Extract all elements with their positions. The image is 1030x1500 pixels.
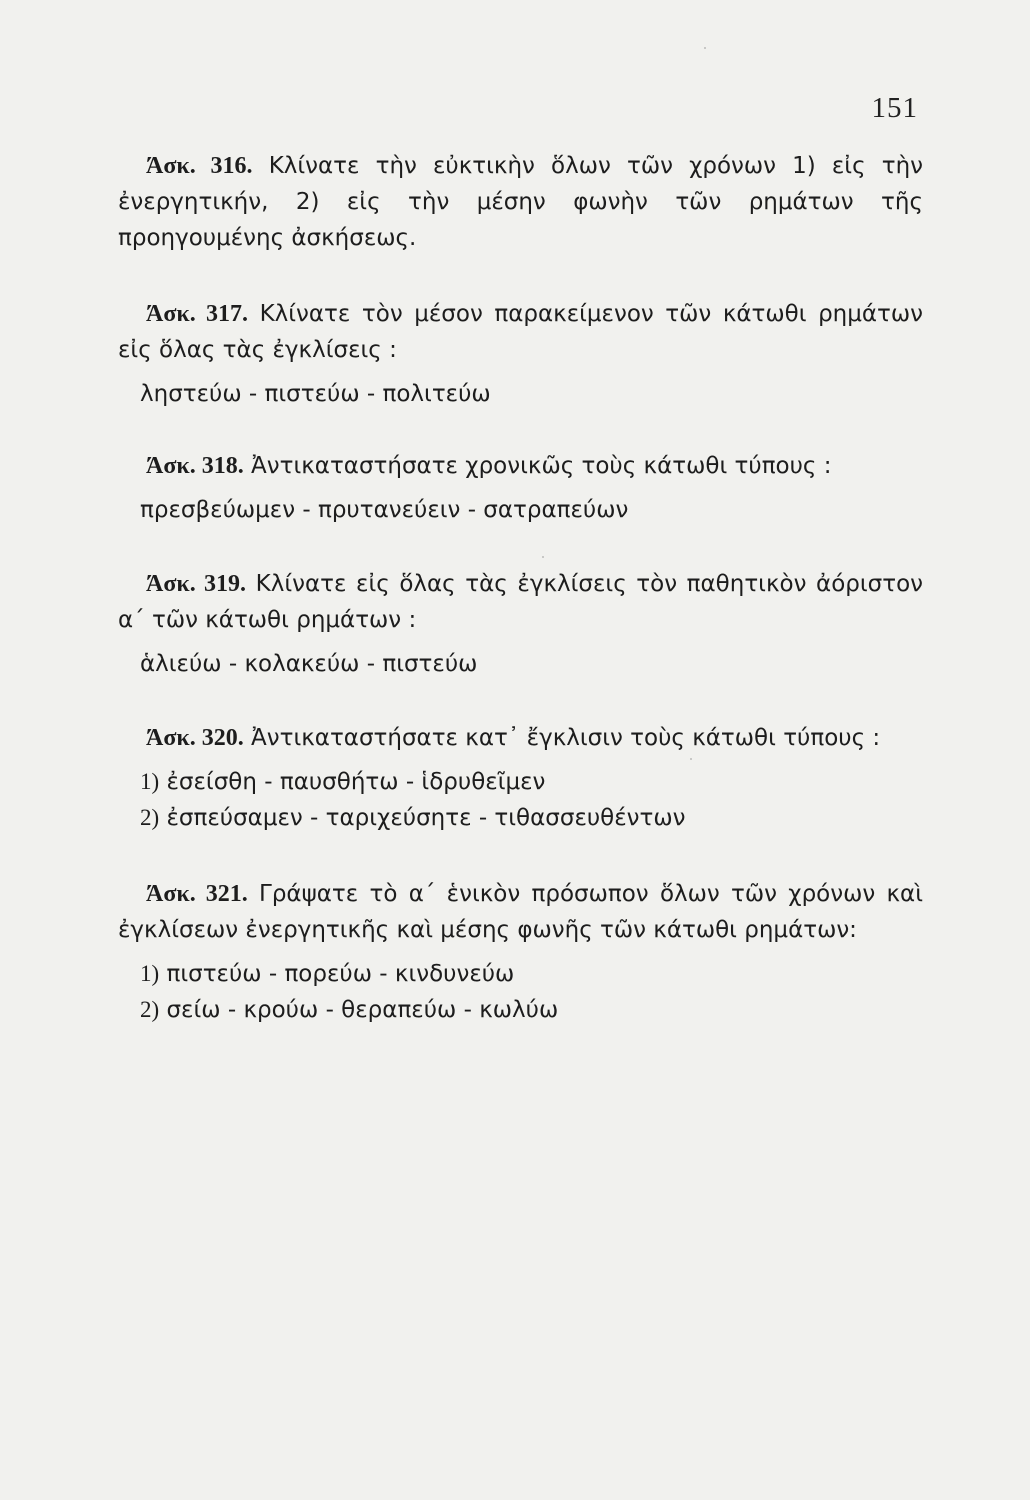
exercise-321-instruction	[118, 876, 923, 948]
item-number: 1)	[140, 961, 160, 986]
exercise-316-instruction	[118, 148, 923, 256]
exercise-321-text: Γράψατε τὸ α΄ ἑνικὸν πρόσωπον ὅλων τῶν χρόνων καὶ ἐγκλίσεων ἐνεργητικῆς καὶ μέσης φωνῆς τῶν κάτωθι ρημάτων:	[118, 881, 924, 943]
item-forms: ἐσπεύσαμεν - ταριχεύσητε - τιθασσευθέντων	[166, 805, 686, 831]
exercise-321-label: Άσκ. 321.	[146, 881, 248, 907]
exercise-318-text: Ἀντικαταστήσατε χρονικῶς τοὺς κάτωθι τύπους :	[251, 453, 832, 479]
exercise-320-label: Άσκ. 320.	[146, 725, 244, 751]
exercise-316-text: Κλίνατε τὴν εὐκτικὴν ὅλων τῶν χρόνων 1) εἰς τὴν ἐνεργητικήν, 2) εἰς τὴν μέσην φωνὴν τῶν ρημάτων τῆς προηγουμένης ἀσκήσεως.	[118, 153, 923, 251]
exercise-320-item-1	[118, 764, 923, 800]
paper-speck	[704, 47, 706, 49]
exercise-317	[118, 296, 923, 412]
exercise-321-item-2	[118, 992, 923, 1028]
exercise-316	[118, 148, 923, 256]
exercise-318	[118, 448, 923, 528]
exercise-318-label: Άσκ. 318.	[146, 453, 244, 479]
paper-speck	[588, 580, 590, 582]
exercise-320-text: Ἀντικαταστήσατε κατ᾿ ἔγκλισιν τοὺς κάτωθι τύπους :	[251, 725, 881, 751]
item-forms: ἐσείσθη - παυσθήτω - ἱδρυθεῖμεν	[166, 769, 546, 795]
exercise-316-label: Άσκ. 316.	[146, 153, 253, 179]
exercise-319-verbs: ἁλιεύω - κολακεύω - πιστεύω	[140, 651, 478, 677]
item-number: 2)	[140, 805, 160, 830]
item-verbs: σείω - κρούω - θεραπεύω - κωλύω	[166, 997, 559, 1023]
page-number: 151	[871, 92, 918, 124]
exercise-319	[118, 566, 923, 682]
exercise-319-label: Άσκ. 319.	[146, 571, 247, 597]
exercise-321-item-1	[118, 956, 923, 992]
exercise-320-instruction	[118, 720, 923, 756]
exercise-320	[118, 720, 923, 836]
exercise-317-instruction	[118, 296, 923, 368]
exercise-321	[118, 876, 923, 1028]
exercise-317-label: Άσκ. 317.	[146, 301, 248, 327]
paper-speck	[690, 758, 692, 760]
item-number: 1)	[140, 769, 160, 794]
exercise-319-text: Κλίνατε εἰς ὅλας τὰς ἐγκλίσεις τὸν παθητικὸν ἀόριστον α΄ τῶν κάτωθι ρημάτων :	[118, 571, 924, 633]
exercise-318-instruction	[118, 448, 923, 484]
item-verbs: πιστεύω - πορεύω - κινδυνεύω	[166, 961, 515, 987]
exercise-319-instruction	[118, 566, 923, 638]
exercise-318-forms: πρεσβεύωμεν - πρυτανεύειν - σατραπεύων	[140, 497, 629, 523]
exercise-317-verbs: ληστεύω - πιστεύω - πολιτεύω	[140, 381, 491, 407]
item-number: 2)	[140, 997, 160, 1022]
exercise-list	[118, 148, 923, 1028]
exercise-317-text: Κλίνατε τὸν μέσον παρακείμενον τῶν κάτωθι ρημάτων εἰς ὅλας τὰς ἐγκλίσεις :	[118, 301, 924, 363]
paper-speck	[542, 556, 544, 558]
exercise-320-item-2	[118, 800, 923, 836]
